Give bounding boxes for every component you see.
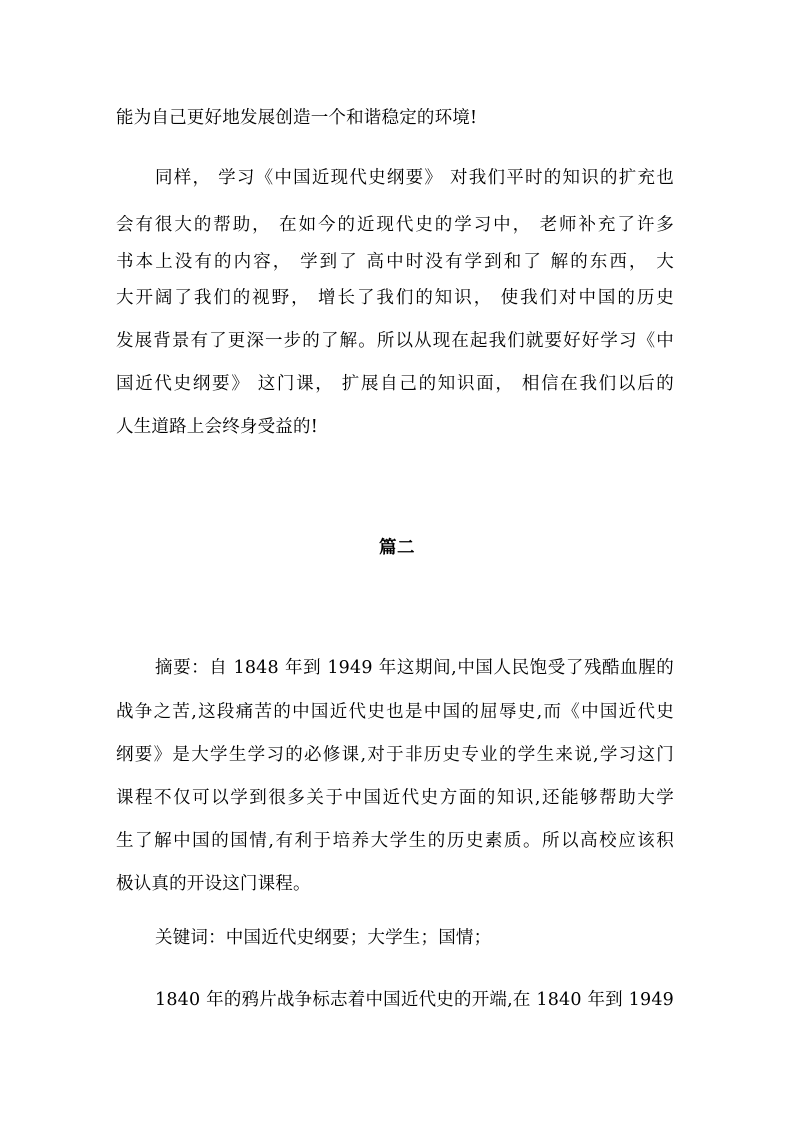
- abstract-line: 极认真的开设这门课程。: [116, 874, 311, 894]
- abstract-line: 纲要》是大学生学习的必修课,对于非历史专业的学生来说,学习这门: [116, 745, 674, 765]
- paragraph-line: 会有很大的帮助， 在如今的近现代史的学习中， 老师补充了许多: [116, 215, 674, 235]
- paragraph-line: 书本上没有的内容， 学到了 高中时没有学到和了 解的东西， 大: [116, 252, 674, 272]
- paragraph-line: 人生道路上会终身受益的!: [116, 417, 318, 437]
- abstract-line: 战争之苦,这段痛苦的中国近代史也是中国的屈辱史,而《中国近代史: [116, 702, 674, 722]
- paragraph-line: 能为自己更好地发展创造一个和谐稳定的环境!: [116, 108, 478, 128]
- section-title: 篇二: [379, 538, 415, 558]
- abstract-line: 课程不仅可以学到很多关于中国近代史方面的知识,还能够帮助大学: [116, 788, 674, 808]
- paragraph-line: 大开阔了我们的视野， 增长了我们的知识， 使我们对中国的历史: [116, 288, 674, 308]
- body-line: 1840 年的鸦片战争标志着中国近代史的开端,在 1840 年到 1949: [155, 990, 674, 1010]
- paragraph-line: 国近代史纲要》 这门课， 扩展自己的知识面， 相信在我们以后的: [116, 374, 674, 394]
- paragraph-line: 同样， 学习《中国近现代史纲要》 对我们平时的知识的扩充也: [155, 168, 674, 188]
- keywords-line: 关键词：中国近代史纲要；大学生；国情；: [155, 928, 492, 948]
- abstract-line: 摘要：自 1848 年到 1949 年这期间,中国人民饱受了残酷血腥的: [155, 658, 674, 678]
- abstract-line: 生了解中国的国情,有利于培养大学生的历史素质。所以高校应该积: [116, 831, 674, 851]
- paragraph-line: 发展背景有了更深一步的了解。所以从现在起我们就要好好学习《中: [116, 331, 674, 351]
